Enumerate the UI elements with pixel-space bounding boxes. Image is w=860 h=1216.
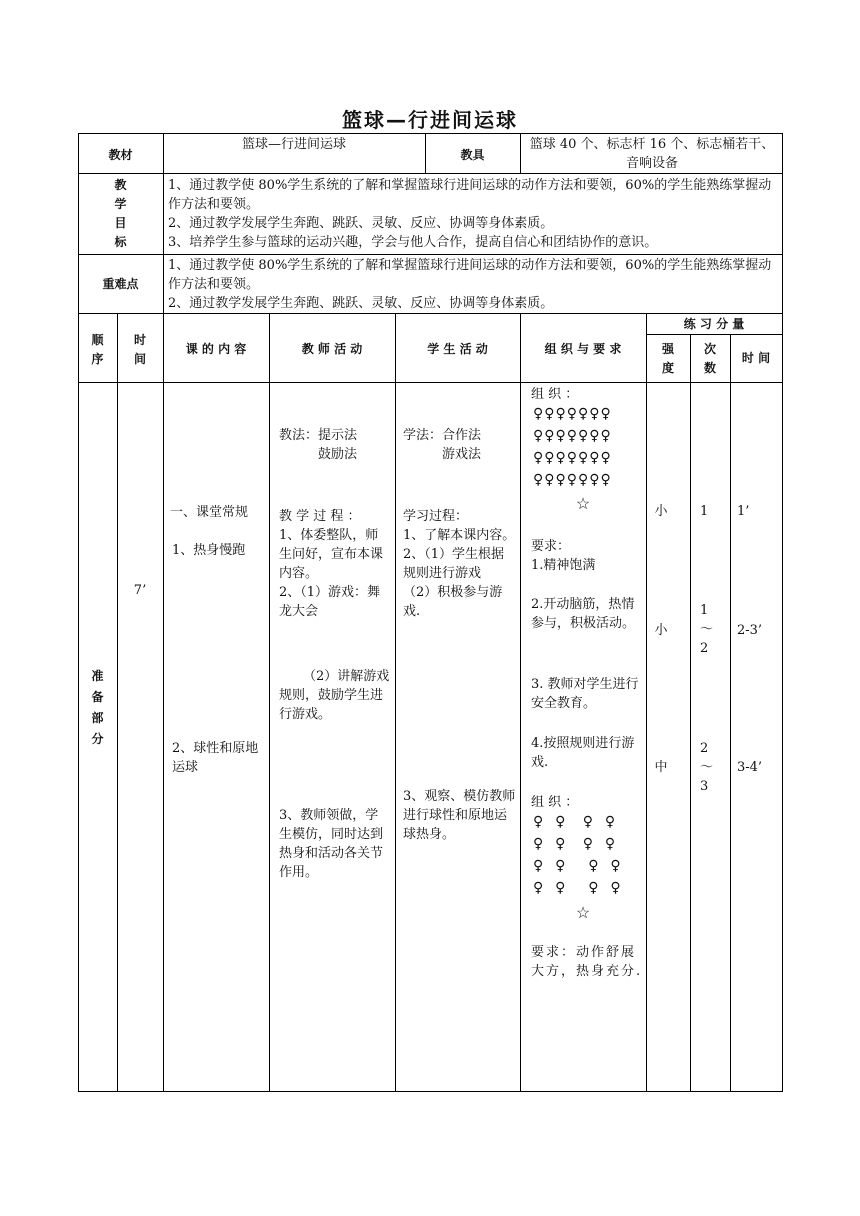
req-1: 1.精神饱满 bbox=[531, 558, 596, 573]
count-3: 2 ～ 3 bbox=[700, 741, 714, 794]
req-3: 3. 教师对学生进行安全教育。 bbox=[531, 677, 639, 711]
header-intensity: 强 度 bbox=[661, 342, 674, 375]
org-label-2: 组 织 ： bbox=[531, 795, 579, 810]
equipment-value: 篮球 40 个、标志杆 16 个、标志桶若干、音响设备 bbox=[529, 137, 775, 171]
intensity-2: 小 bbox=[654, 623, 668, 638]
header-content: 课 的 内 容 bbox=[185, 342, 247, 356]
content-ball-dribble: 2、球性和原地运球 bbox=[172, 741, 259, 775]
count-1: 1 bbox=[700, 504, 709, 519]
section-label: 准 备 部 分 bbox=[91, 669, 104, 746]
formation-grid-1: ♀♀♀♀♀♀♀ ♀♀♀♀♀♀♀ ♀♀♀♀♀♀♀ ♀♀♀♀♀♀♀ bbox=[533, 406, 612, 488]
header-count: 次 数 bbox=[703, 342, 716, 375]
header-teacher: 教 师 活 动 bbox=[301, 342, 363, 356]
req-final: 要求：动作舒展大方，热身充分. bbox=[531, 945, 643, 979]
material-label: 教材 bbox=[108, 148, 133, 162]
header-organization: 组 织 与 要 求 bbox=[544, 342, 622, 356]
duration-3: 3-4’ bbox=[737, 760, 763, 775]
header-student: 学 生 活 动 bbox=[427, 342, 488, 356]
org-label-1: 组 织 ： bbox=[531, 387, 579, 402]
header-practice: 练 习 分 量 bbox=[683, 317, 745, 331]
duration-2: 2-3’ bbox=[737, 623, 763, 638]
student-process: 学习过程： 1、了解本课内容。 2、（1）学生根据规则进行游戏 （2）积极参与游戏. bbox=[403, 509, 516, 619]
page-title: 篮球—行进间运球 bbox=[342, 108, 518, 132]
teacher-star-icon-2: ☆ bbox=[575, 903, 591, 922]
formation-grid-2: ♀ ♀ ♀ ♀ ♀ ♀ ♀ ♀ ♀ ♀ ♀ ♀ ♀ ♀ ♀ ♀ bbox=[533, 814, 622, 896]
teacher-method: 教法：提示法 鼓励法 bbox=[279, 428, 358, 462]
content-routine: 一、课堂常规 bbox=[170, 505, 249, 520]
teacher-explain: （2）讲解游戏规则，鼓励学生进行游戏。 bbox=[279, 669, 390, 722]
req-2: 2.开动脑筋，热情参与，积极活动。 bbox=[531, 597, 636, 631]
key-points-label: 重难点 bbox=[102, 277, 139, 291]
teacher-lead: 3、教师领做，学生模仿，同时达到热身和活动各关节作用。 bbox=[279, 808, 384, 880]
req-label: 要求： bbox=[531, 539, 571, 554]
objectives-label: 教 学 目 标 bbox=[114, 178, 127, 249]
student-observe: 3、观察、模仿教师进行球性和原地运球热身。 bbox=[403, 789, 516, 842]
teacher-star-icon: ☆ bbox=[575, 494, 591, 513]
objectives-text: 1、通过教学使 80%学生系统的了解和掌握篮球行进间运球的动作方法和要领，60%的学生能熟练掌握动作方法和要领。 2、通过教学发展学生奔跑、跳跃、灵敏、反应、协调等身体素质。 3、培养学生参与篮球的运动兴趣，学会与他人合作，提高自信心和团结协作的意识。 bbox=[168, 178, 772, 250]
count-2: 1 ～ 2 bbox=[700, 603, 714, 656]
duration-1: 1’ bbox=[737, 504, 750, 519]
header-order: 顺 序 bbox=[91, 333, 104, 366]
student-method: 学法：合作法 游戏法 bbox=[403, 428, 482, 462]
teacher-process: 教 学 过 程 ： 1、体委整队，师生问好，宣布本课内容。 2、（1）游戏：舞龙大会 bbox=[279, 509, 384, 619]
section-time: 7’ bbox=[133, 583, 147, 598]
material-value: 篮球—行进间运球 bbox=[241, 137, 346, 152]
equipment-label: 教具 bbox=[460, 148, 485, 162]
key-points-text: 1、通过教学使 80%学生系统的了解和掌握篮球行进间运球的动作方法和要领，60%的学生能熟练掌握动作方法和要领。 2、通过教学发展学生奔跑、跳跃、灵敏、反应、协调等身体素质。 bbox=[168, 258, 772, 311]
intensity-3: 中 bbox=[654, 760, 668, 775]
intensity-1: 小 bbox=[654, 504, 668, 519]
header-duration: 时 间 bbox=[741, 351, 771, 365]
header-time: 时 间 bbox=[133, 333, 146, 366]
req-4: 4.按照规则进行游戏. bbox=[531, 736, 635, 770]
content-warmup-run: 1、热身慢跑 bbox=[172, 543, 246, 558]
